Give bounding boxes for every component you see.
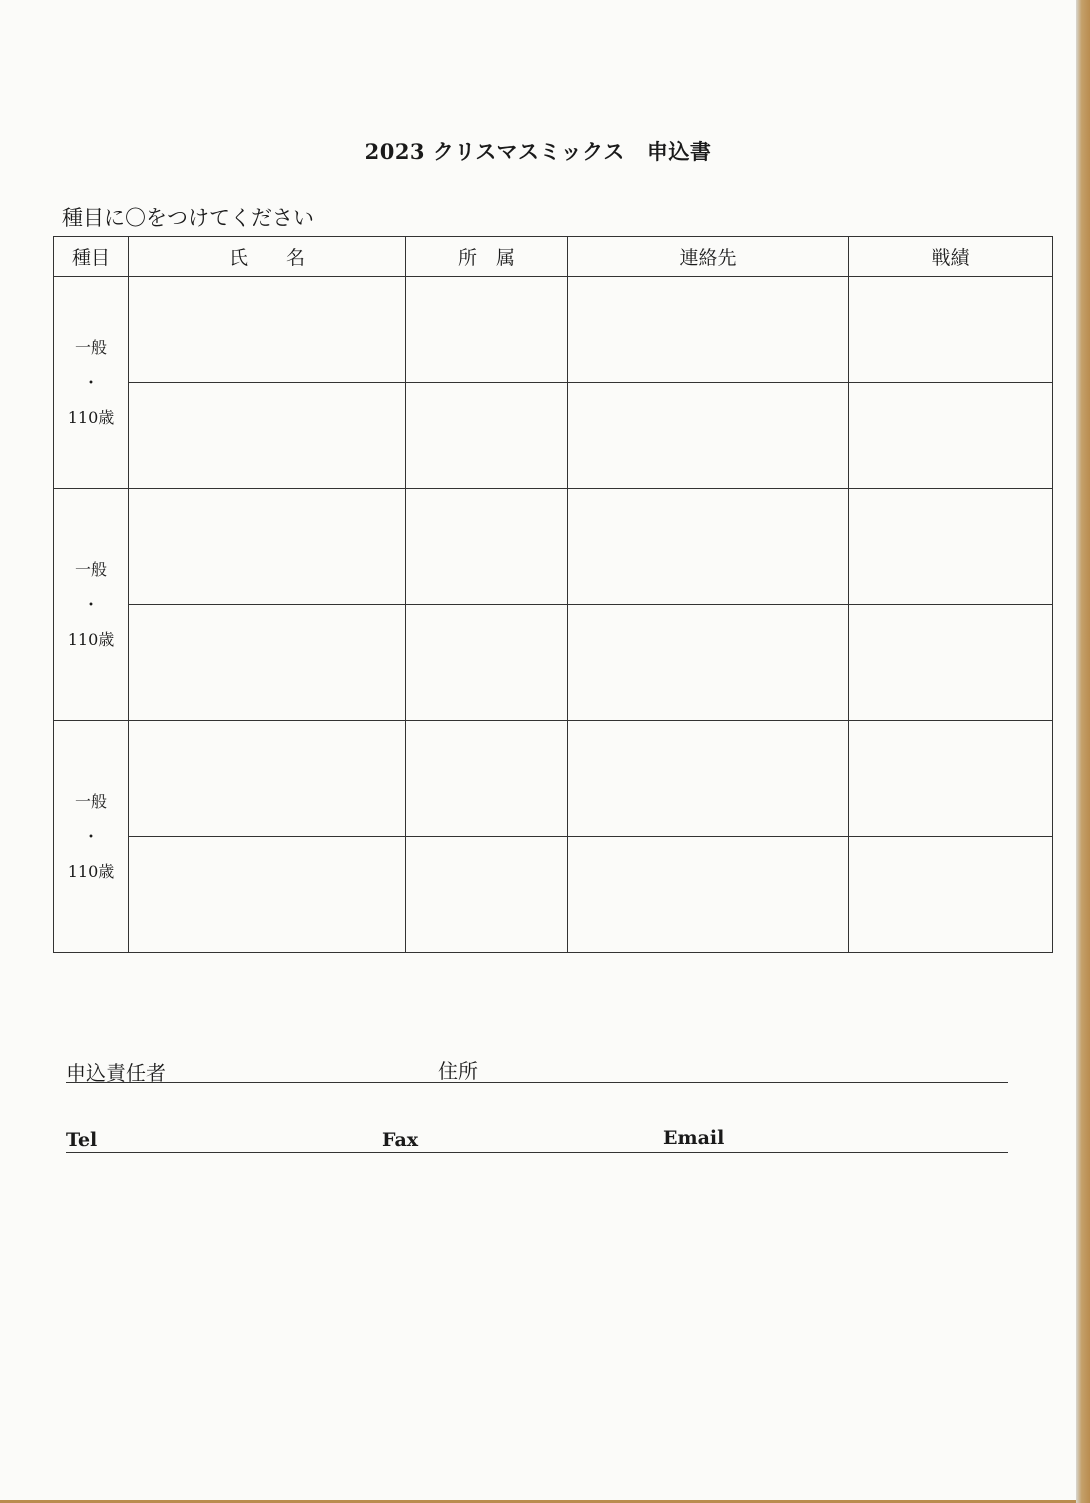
category-separator-dot: ・ xyxy=(82,827,99,846)
header-category: 種目 xyxy=(54,237,129,277)
table-row xyxy=(54,837,1053,953)
table-row xyxy=(54,489,1053,605)
table-row xyxy=(54,383,1053,489)
name-cell[interactable] xyxy=(129,489,406,605)
entry-table-header-row xyxy=(54,237,1053,277)
category-separator-dot: ・ xyxy=(82,595,99,614)
name-cell[interactable] xyxy=(129,837,406,953)
contact-cell[interactable] xyxy=(568,277,849,383)
name-cell[interactable] xyxy=(129,605,406,721)
form-title xyxy=(0,136,1076,166)
category-cell[interactable] xyxy=(54,489,129,721)
header-contact: 連絡先 xyxy=(568,237,849,277)
table-row xyxy=(54,605,1053,721)
affiliation-cell[interactable] xyxy=(406,837,568,953)
entry-table xyxy=(53,236,1053,953)
contact-cell[interactable] xyxy=(568,383,849,489)
tel-label: Tel xyxy=(66,1129,98,1151)
contact-cell[interactable] xyxy=(568,605,849,721)
category-cell[interactable] xyxy=(54,277,129,489)
affiliation-cell[interactable] xyxy=(406,605,568,721)
desk-edge xyxy=(1076,0,1090,1503)
form-instruction: 種目に〇をつけてください xyxy=(62,206,314,230)
affiliation-cell[interactable] xyxy=(406,489,568,605)
form-title-suffix: 申込書 xyxy=(646,139,712,164)
name-cell[interactable] xyxy=(129,277,406,383)
header-affiliation: 所 属 xyxy=(406,237,568,277)
email-label: Email xyxy=(663,1127,725,1149)
results-cell[interactable] xyxy=(849,489,1053,605)
contact-cell[interactable] xyxy=(568,837,849,953)
fax-label: Fax xyxy=(382,1129,419,1151)
header-results: 戦績 xyxy=(849,237,1053,277)
contact-cell[interactable] xyxy=(568,489,849,605)
applicant-address-line[interactable] xyxy=(66,1052,1008,1083)
category-age-label: 110歳 xyxy=(67,862,115,881)
address-label: 住所 xyxy=(438,1059,478,1083)
category-general-label: 一般 xyxy=(74,792,107,811)
results-cell[interactable] xyxy=(849,383,1053,489)
results-cell[interactable] xyxy=(849,837,1053,953)
name-cell[interactable] xyxy=(129,721,406,837)
applicant-label: 申込責任者 xyxy=(66,1061,166,1085)
category-age-label: 110歳 xyxy=(67,408,115,427)
form-title-main: 2023 クリスマスミックス xyxy=(364,139,625,164)
header-name: 氏 名 xyxy=(129,237,406,277)
affiliation-cell[interactable] xyxy=(406,721,568,837)
category-cell[interactable] xyxy=(54,721,129,953)
category-separator-dot: ・ xyxy=(82,373,99,392)
category-age-label: 110歳 xyxy=(67,630,115,649)
table-row xyxy=(54,721,1053,837)
results-cell[interactable] xyxy=(849,605,1053,721)
name-cell[interactable] xyxy=(129,383,406,489)
contact-cell[interactable] xyxy=(568,721,849,837)
contact-info-line[interactable] xyxy=(66,1122,1008,1153)
category-general-label: 一般 xyxy=(74,560,107,579)
category-general-label: 一般 xyxy=(74,338,107,357)
affiliation-cell[interactable] xyxy=(406,383,568,489)
results-cell[interactable] xyxy=(849,721,1053,837)
affiliation-cell[interactable] xyxy=(406,277,568,383)
table-row xyxy=(54,277,1053,383)
results-cell[interactable] xyxy=(849,277,1053,383)
